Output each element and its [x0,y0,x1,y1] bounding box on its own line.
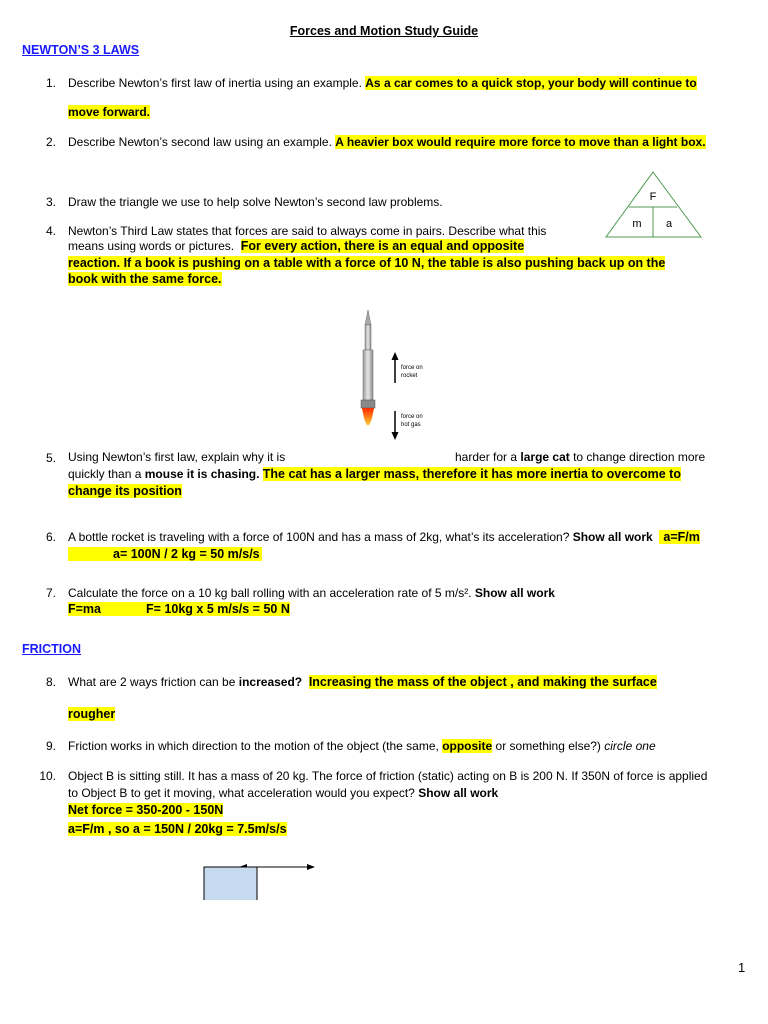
question-prompt: to Object B to get it moving, what acceleration would you expect? [68,786,415,800]
section-heading-friction: FRICTION [22,642,82,656]
answer-text: As a car comes to a quick stop, your body will continue to [365,76,697,90]
answer-text: move forward. [68,105,151,119]
show-work-label: Show all work [418,786,499,800]
question-prompt: means using words or pictures. [68,239,235,253]
question-italic: circle one [604,739,656,753]
question-prompt: What are 2 ways friction can be [68,675,236,689]
answer-text: reaction. If a book is pushing on a table with a force of 10 N, the table is also pushing back up on the [68,256,666,270]
question-prompt: Using Newton’s first law, explain why it is [68,450,286,464]
question-9 [68,738,738,755]
question-prompt: Describe Newton’s second law using an example. [68,135,332,149]
answer-text: Increasing the mass of the object , and making the surface [308,675,657,689]
question-prompt: Friction works in which direction to the motion of the object (the same, [68,739,439,753]
triangle-label-a: a [665,218,673,230]
question-8 [68,674,738,691]
answer-text: For every action, there is an equal and opposite [240,239,525,253]
question-prompt: Describe Newton’s first law of inertia using an example. [68,76,362,90]
question-prompt: Object B is sitting still. It has a mass of 20 kg. The force of friction (static) acting on B is 200 N. If 350N of force is applied [68,769,708,783]
answer-text: rougher [68,707,116,721]
triangle-label-f: F [649,191,657,203]
question-bold: large cat [520,450,570,464]
show-work-label: Show all work [572,530,653,544]
question-5-line-2 [68,466,738,483]
rocket-label-down-1: force on [401,414,423,420]
question-bold: increased? [238,675,303,689]
question-prompt: harder for a [455,450,518,464]
formula-text: F=ma [68,602,113,616]
answer-text: opposite [442,739,493,753]
question-1-answer-cont [68,104,738,121]
question-number: 2. [45,135,56,149]
question-2 [68,134,738,151]
question-prompt: or something else?) [495,739,601,753]
question-number: 7. [45,586,56,600]
question-number: 4. [45,224,56,238]
section-heading-newtons-laws: NEWTON’S 3 LAWS [22,43,140,57]
question-prompt: A bottle rocket is traveling with a force of 100N and has a mass of 2kg, what’s its acceleration? [68,530,570,544]
question-bold: mouse it is chasing. [144,467,260,481]
rocket-label-up-2: rocket [401,373,418,379]
answer-text: a= 100N / 2 kg = 50 m/s/s [68,547,262,561]
question-number: 1. [45,76,56,90]
question-5-answer-cont [68,483,738,500]
rocket-label-up-1: force on [401,365,423,371]
question-10-line-2 [68,785,738,802]
rocket-illustration [350,305,430,445]
page-title: Forces and Motion Study Guide [289,24,479,38]
question-prompt: to change direction more [573,450,706,464]
force-diagram [60,860,440,900]
show-work-label: Show all work [474,586,555,600]
question-3 [68,194,588,211]
question-number: 6. [45,530,56,544]
formula-triangle [604,170,704,240]
answer-text: book with the same force. [68,272,222,286]
question-7-answer [68,602,290,616]
question-5-right [455,450,705,464]
question-4-line-2 [68,238,598,255]
rocket-label-down-2: hot gas [401,422,421,428]
question-number: 3. [45,195,56,209]
question-prompt: Newton’s Third Law states that forces are said to always come in pairs. Describe what this [68,224,547,238]
question-number: 5. [45,451,56,465]
answer-text: The cat has a larger mass, therefore it has more inertia to overcome to [262,467,681,481]
answer-text: change its position [68,484,182,498]
question-10 [68,768,758,785]
question-prompt: Draw the triangle we use to help solve Newton’s second law problems. [68,195,443,209]
question-8-answer-cont [68,706,738,723]
question-number: 10. [39,769,56,783]
page-number: 1 [738,960,746,975]
question-6 [68,529,738,546]
question-number: 9. [45,739,56,753]
answer-text: A heavier box would require more force to move than a light box. [335,135,706,149]
question-7 [68,585,738,602]
question-4-answer-cont [68,255,738,272]
answer-text: Net force = 350-200 - 150N [68,803,224,817]
question-prompt: quickly than a [68,467,142,481]
question-4-answer-cont-2 [68,271,738,288]
answer-text: F= 10kg x 5 m/s/s = 50 N [113,602,290,616]
question-10-answer-2 [68,821,738,838]
object-b-box [204,867,257,900]
answer-text: a=F/m , so a = 150N / 20kg = 7.5m/s/s [68,822,287,836]
triangle-label-m: m [632,218,642,230]
question-1 [68,75,738,92]
question-number: 8. [45,675,56,689]
question-10-answer-1 [68,802,738,819]
question-5 [68,450,285,464]
question-prompt: Calculate the force on a 10 kg ball rolling with an acceleration rate of 5 m/s². [68,586,472,600]
formula-text: a=F/m [659,530,699,544]
question-6-answer [68,547,262,561]
